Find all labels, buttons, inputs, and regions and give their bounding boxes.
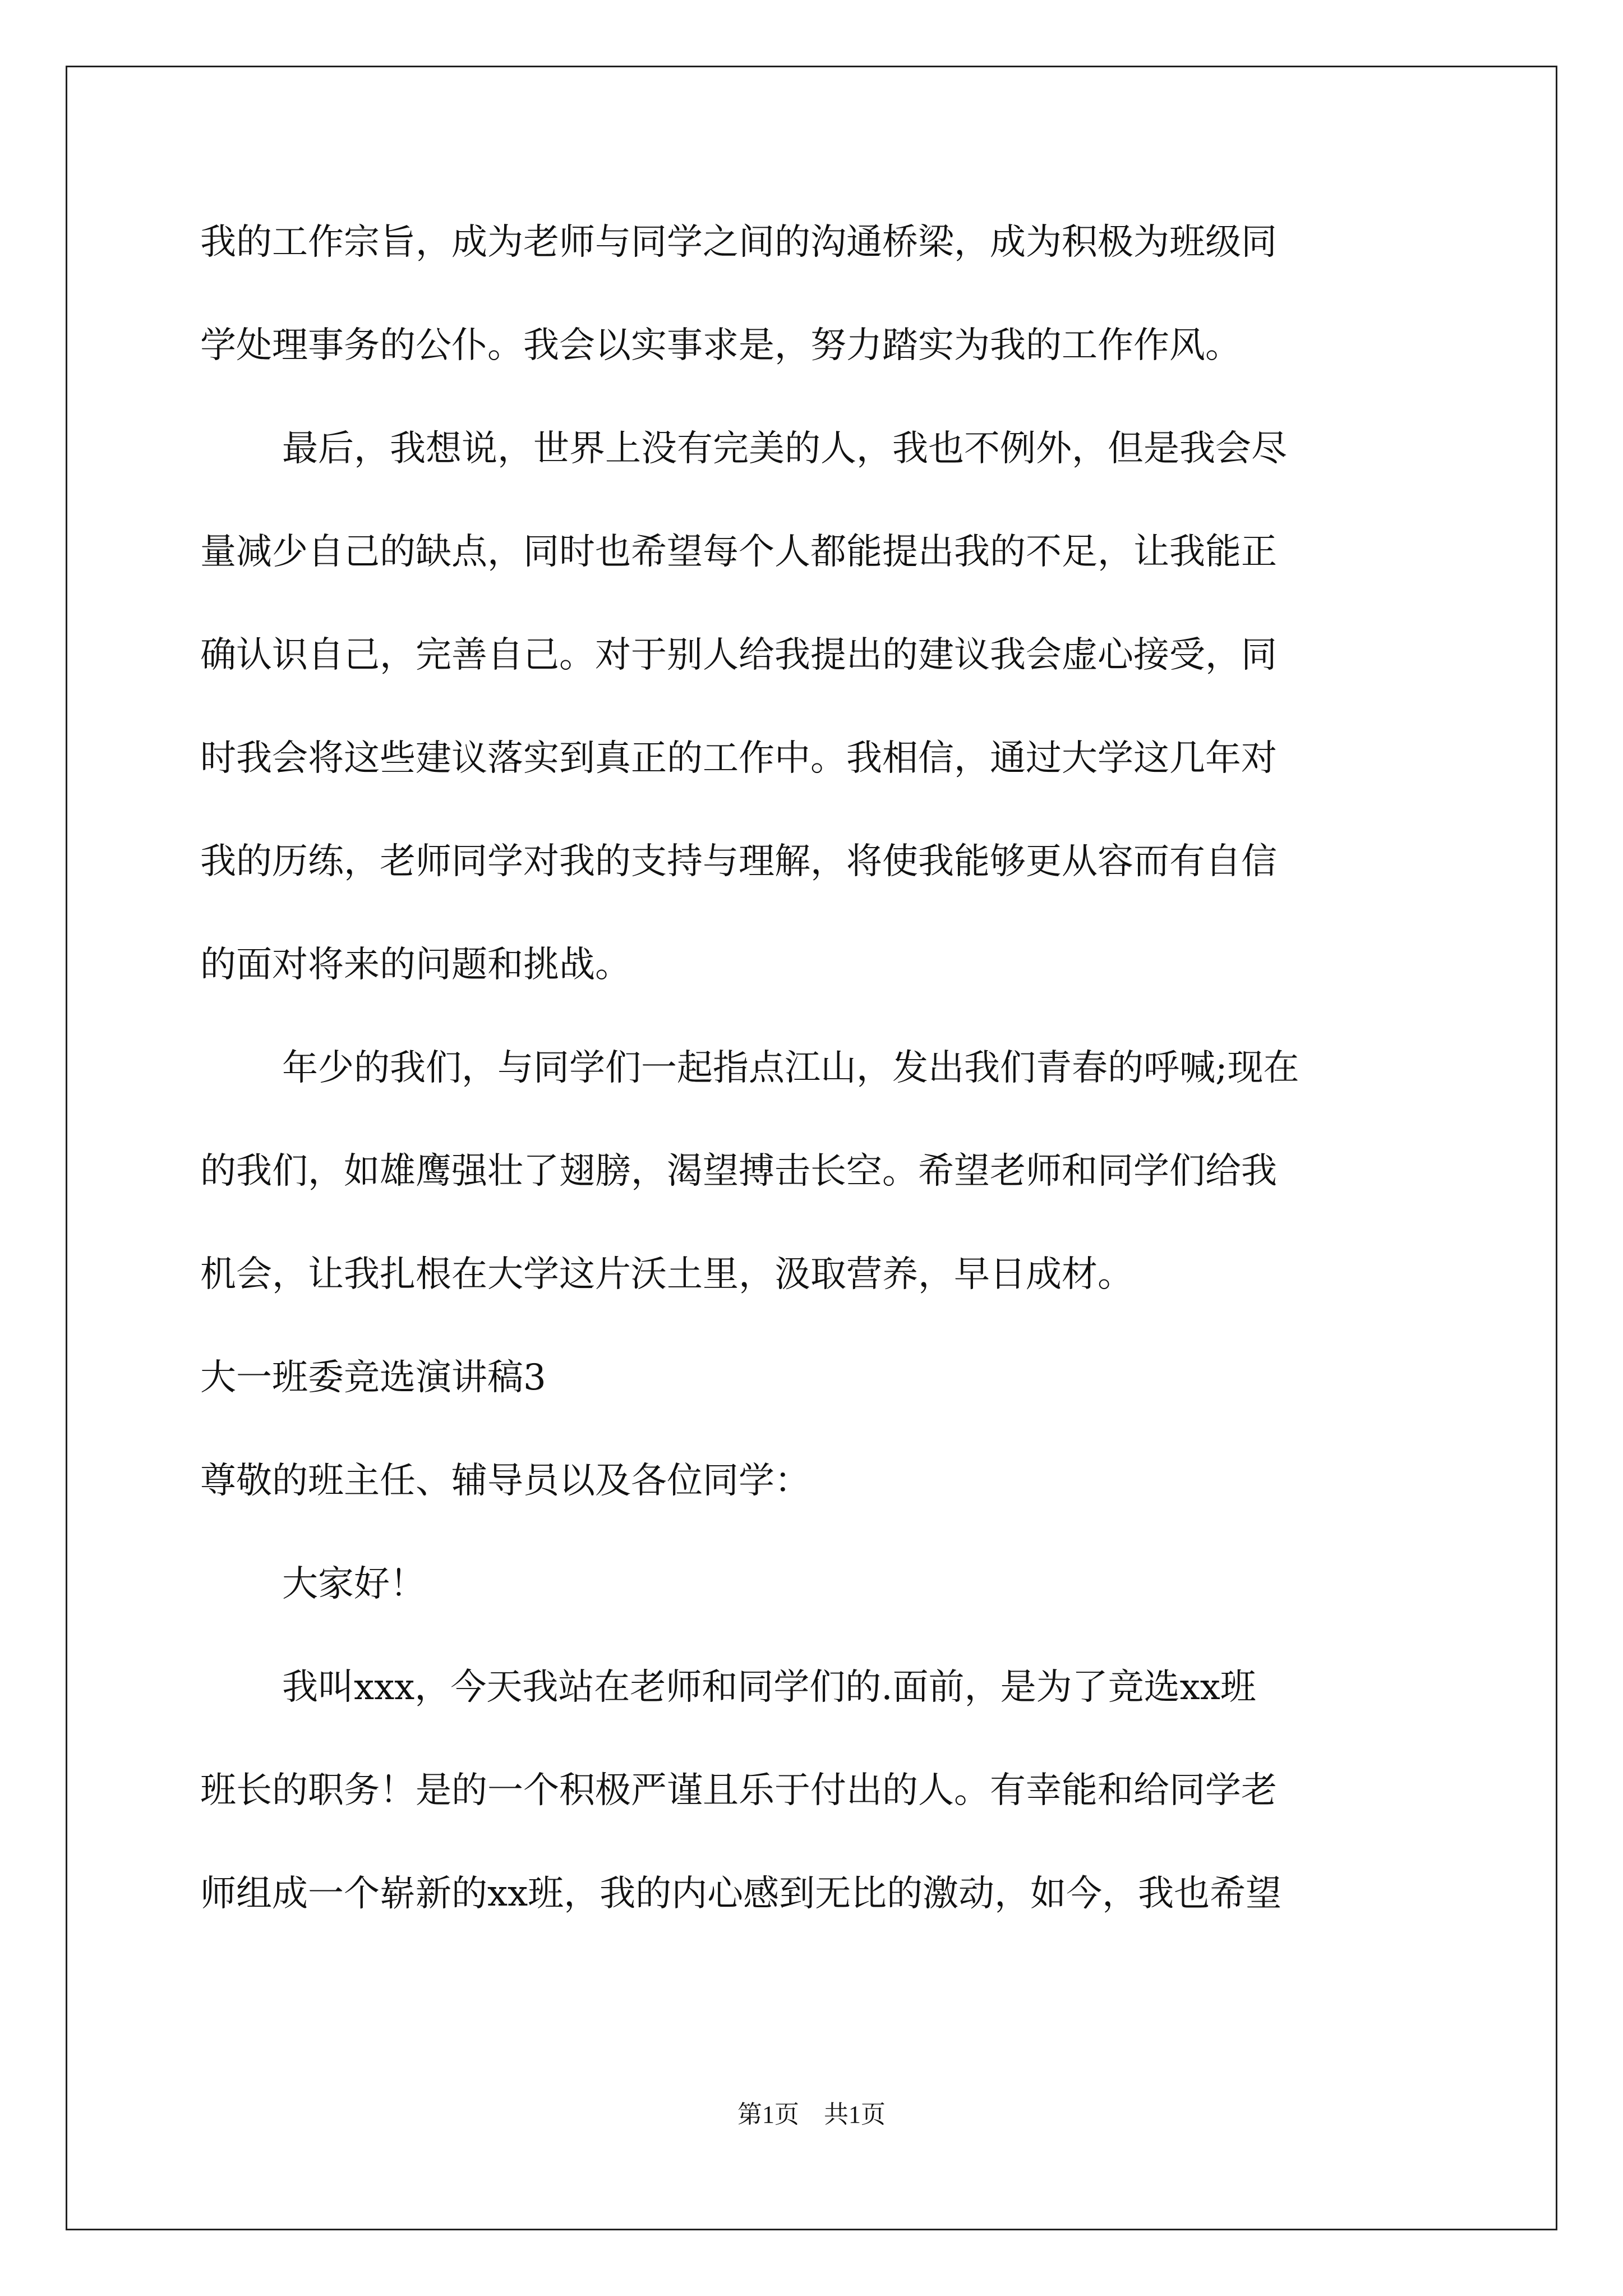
text-line: 我的历练，老师同学对我的支持与理解，将使我能够更从容而有自信 [200,841,1277,882]
text-line: 的面对将来的问题和挑战。 [200,944,631,986]
text-line: 学处理事务的公仆。我会以实事求是，努力踏实为我的工作作风。 [200,325,1241,366]
section-heading: 大一班委竞选演讲稿3 [200,1357,546,1398]
paragraph-start-line: 年少的我们，与同学们一起指点江山，发出我们青春的呼喊;现在 [282,1047,1299,1089]
paragraph-start-line: 最后，我想说，世界上没有完美的人，我也不例外，但是我会尽 [282,428,1287,470]
text-line: 确认识自己，完善自己。对于别人给我提出的建议我会虚心接受，同 [200,634,1277,676]
paragraph-start-line: 我叫xxx，今天我站在老师和同学们的.面前，是为了竞选xx班 [282,1667,1256,1708]
text-line: 机会，让我扎根在大学这片沃土里，汲取营养，早日成材。 [200,1254,1133,1295]
salutation-line: 尊敬的班主任、辅导员以及各位同学： [200,1460,810,1502]
page-footer: 第1页 共1页 [737,2101,886,2128]
text-line: 量减少自己的缺点，同时也希望每个人都能提出我的不足，让我能正 [200,531,1277,573]
text-line: 师组成一个崭新的xx班，我的内心感到无比的激动，如今，我也希望 [200,1873,1282,1915]
text-line: 的我们，如雄鹰强壮了翅膀，渴望搏击长空。希望老师和同学们给我 [200,1151,1277,1192]
text-line: 班长的职务！是的一个积极严谨且乐于付出的人。有幸能和给同学老 [200,1770,1277,1811]
text-line: 时我会将这些建议落实到真正的工作中。我相信，通过大学这几年对 [200,738,1277,779]
greeting-line: 大家好！ [282,1563,426,1605]
text-line: 我的工作宗旨，成为老师与同学之间的沟通桥梁，成为积极为班级同 [200,222,1277,263]
